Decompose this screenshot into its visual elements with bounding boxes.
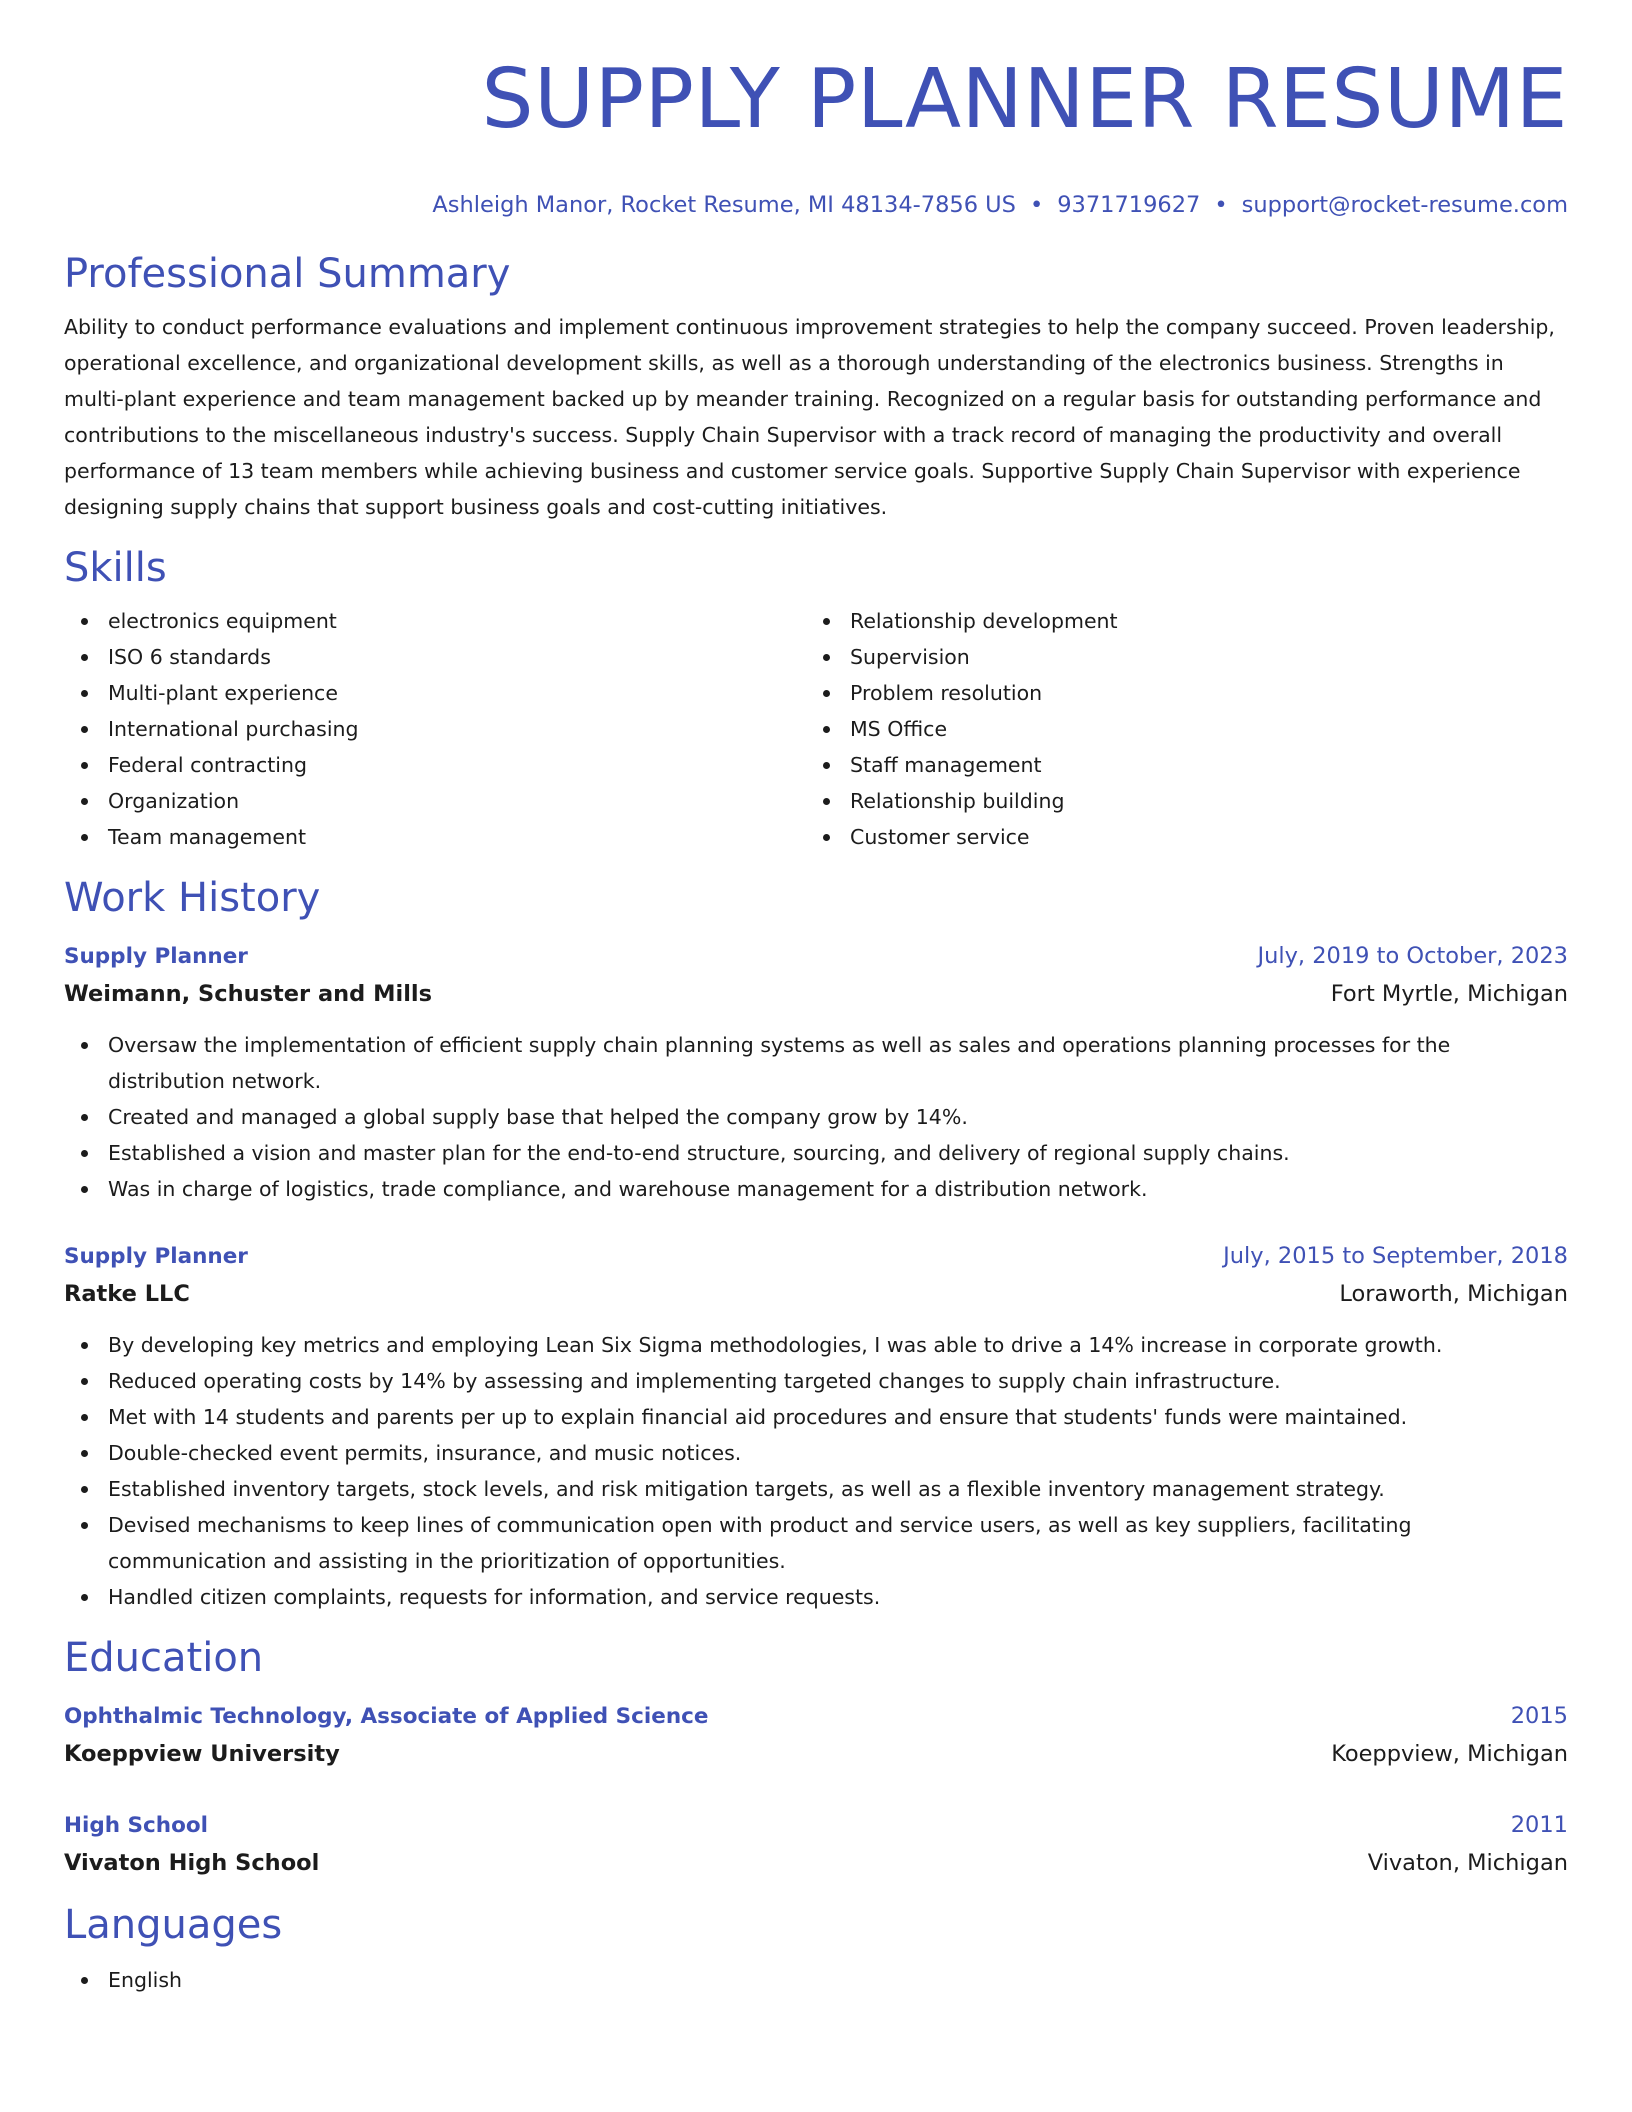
skill-item: ISO 6 standards <box>64 639 806 675</box>
resume-page <box>64 0 1568 1998</box>
skill-item: Team management <box>64 819 806 855</box>
job-bullet: Oversaw the implementation of efficient supply chain planning systems as well as sales and operations planning processes for the distribution network. <box>64 1027 1568 1099</box>
skill-item: Staff management <box>806 747 1548 783</box>
contact-address: Ashleigh Manor, Rocket Resume, MI 48134-7856 US <box>432 192 1016 218</box>
job-bullet: Handled citizen complaints, requests for information, and service requests. <box>64 1579 1568 1615</box>
resume-title: SUPPLY PLANNER RESUME <box>481 52 1568 147</box>
job-title: Supply Planner <box>64 1244 248 1269</box>
job-title: Supply Planner <box>64 944 248 969</box>
education-school: Vivaton High School <box>64 1850 320 1876</box>
education-location: Koeppview, Michigan <box>1331 1741 1568 1767</box>
languages-heading: Languages <box>64 1902 283 1948</box>
job-bullet: Established a vision and master plan for the end-to-end structure, sourcing, and delivery of regional supply chains. <box>64 1135 1568 1171</box>
job-bullets <box>64 1327 1568 1615</box>
summary-heading: Professional Summary <box>64 251 511 297</box>
skills-column-right <box>806 603 1548 855</box>
job-bullet: Devised mechanisms to keep lines of communication open with product and service users, as well as key suppliers, facilitating communication and assisting in the prioritization of opportunities. <box>64 1507 1568 1579</box>
skill-item: Relationship building <box>806 783 1548 819</box>
education-heading: Education <box>64 1635 264 1681</box>
contact-separator: • <box>1029 192 1044 218</box>
education-degree: High School <box>64 1813 208 1838</box>
skill-item: Relationship development <box>806 603 1548 639</box>
skill-item: International purchasing <box>64 711 806 747</box>
job-location: Fort Myrtle, Michigan <box>1330 981 1568 1007</box>
work-heading: Work History <box>64 875 321 921</box>
job-dates: July, 2019 to October, 2023 <box>1257 943 1568 969</box>
skills-list <box>64 603 1568 855</box>
skill-item: MS Office <box>806 711 1548 747</box>
education-entry <box>64 1697 1568 1773</box>
job-bullet: By developing key metrics and employing Lean Six Sigma methodologies, I was able to drive a 14% increase in corporate growth. <box>64 1327 1568 1363</box>
education-year: 2011 <box>1510 1812 1568 1838</box>
education-school: Koeppview University <box>64 1741 340 1767</box>
job-entry <box>64 1237 1568 1615</box>
job-bullet: Reduced operating costs by 14% by assessing and implementing targeted changes to supply chain infrastructure. <box>64 1363 1568 1399</box>
job-company: Ratke LLC <box>64 1281 190 1307</box>
skill-item: Problem resolution <box>806 675 1548 711</box>
education-location: Vivaton, Michigan <box>1367 1850 1568 1876</box>
job-bullet: Established inventory targets, stock levels, and risk mitigation targets, as well as a flexible inventory management strategy. <box>64 1471 1568 1507</box>
contact-email: support@rocket-resume.com <box>1241 192 1568 218</box>
skill-item: Multi-plant experience <box>64 675 806 711</box>
skill-item: Organization <box>64 783 806 819</box>
job-bullets <box>64 1027 1568 1207</box>
skill-item: Supervision <box>806 639 1548 675</box>
languages-list <box>64 1962 1568 1998</box>
job-dates: July, 2015 to September, 2018 <box>1223 1243 1568 1269</box>
language-item: English <box>64 1962 1568 1998</box>
job-bullet: Was in charge of logistics, trade compliance, and warehouse management for a distribution network. <box>64 1171 1568 1207</box>
education-degree: Ophthalmic Technology, Associate of Applied Science <box>64 1704 709 1729</box>
contact-info <box>64 188 1568 222</box>
skill-item: Federal contracting <box>64 747 806 783</box>
job-company: Weimann, Schuster and Mills <box>64 981 433 1007</box>
job-bullet: Met with 14 students and parents per up to explain financial aid procedures and ensure that students' funds were maintained. <box>64 1399 1568 1435</box>
contact-separator: • <box>1214 192 1228 218</box>
summary-text: Ability to conduct performance evaluations and implement continuous improvement strategies to help the company succeed. Proven leadership, operational excellence, and organizational development skills, as well as a thorough understanding of the electronics business. Strengths in multi-plant experience and team management backed up by meander training. Recognized on a regular basis for outstanding performance and contributions to the miscellaneous industry's success. Supply Chain Supervisor with a track record of managing the productivity and overall performance of 13 team members while achieving business and customer service goals. Supportive Supply Chain Supervisor with experience designing supply chains that support business goals and cost-cutting initiatives. <box>64 315 1555 519</box>
education-entry <box>64 1806 1568 1882</box>
job-bullet: Double-checked event permits, insurance, and music notices. <box>64 1435 1568 1471</box>
skill-item: Customer service <box>806 819 1548 855</box>
skills-heading: Skills <box>64 545 167 591</box>
contact-phone: 9371719627 <box>1057 192 1201 218</box>
job-location: Loraworth, Michigan <box>1339 1281 1568 1307</box>
job-bullet: Created and managed a global supply base that helped the company grow by 14%. <box>64 1099 1568 1135</box>
skills-column-left <box>64 603 806 855</box>
job-entry <box>64 937 1568 1207</box>
skill-item: electronics equipment <box>64 603 806 639</box>
education-year: 2015 <box>1510 1703 1568 1729</box>
